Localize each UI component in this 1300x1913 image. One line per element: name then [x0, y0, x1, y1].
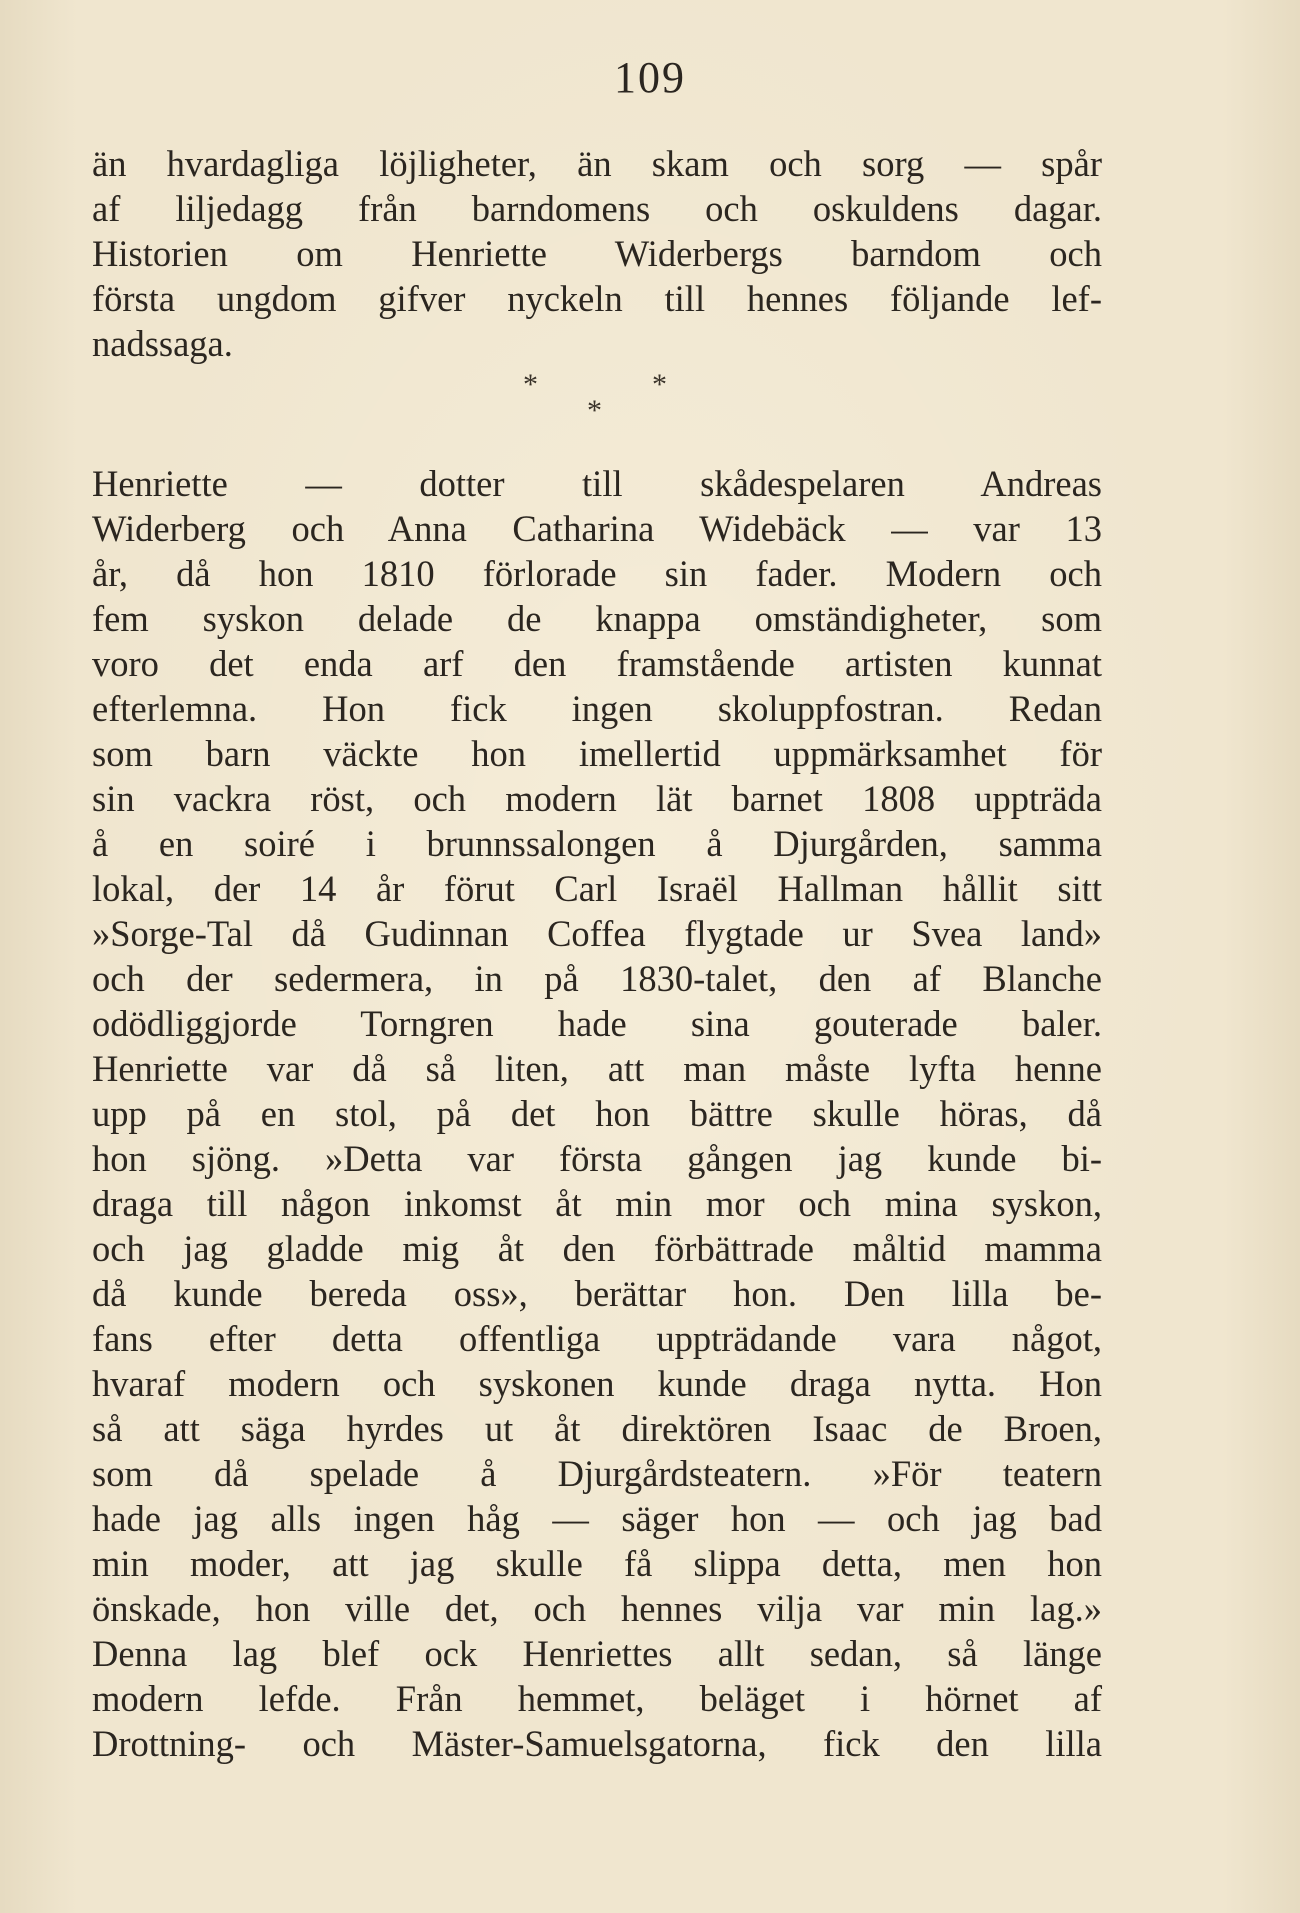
- main-paragraph: [92, 461, 1102, 1766]
- text-line: modern lefde. Från hemmet, beläget i hörnet af: [92, 1678, 1102, 1719]
- text-line: hade jag alls ingen håg — säger hon — och jag bad: [92, 1498, 1102, 1539]
- text-line: draga till någon inkomst åt min mor och mina syskon,: [92, 1183, 1102, 1224]
- text-line: och der sedermera, in på 1830-talet, den af Blanche: [92, 958, 1102, 999]
- text-line: upp på en stol, på det hon bättre skulle höras, då: [92, 1093, 1102, 1134]
- text-line: Historien om Henriette Widerbergs barndom och: [92, 233, 1102, 274]
- text-line: »Sorge-Tal då Gudinnan Coffea flygtade ur Svea land»: [92, 913, 1102, 954]
- text-line: Drottning- och Mäster-Samuelsgatorna, fick den lilla: [92, 1723, 1102, 1764]
- text-line: som barn väckte hon imellertid uppmärksamhet för: [92, 733, 1102, 774]
- text-line: Henriette var då så liten, att man måste lyfta henne: [92, 1048, 1102, 1089]
- text-line: nadssaga.: [92, 323, 233, 364]
- section-separator-asterisks: [0, 368, 1300, 428]
- text-line: min moder, att jag skulle få slippa detta, men hon: [92, 1543, 1102, 1584]
- text-line: år, då hon 1810 förlorade sin fader. Modern och: [92, 553, 1102, 594]
- text-line: som då spelade å Djurgårdsteatern. »För teatern: [92, 1453, 1102, 1494]
- text-line: sin vackra röst, och modern lät barnet 1808 uppträda: [92, 778, 1102, 819]
- text-line: hvaraf modern och syskonen kunde draga nytta. Hon: [92, 1363, 1102, 1404]
- text-line: önskade, hon ville det, och hennes vilja var min lag.»: [92, 1588, 1102, 1629]
- text-line: lokal, der 14 år förut Carl Israël Hallman hållit sitt: [92, 868, 1102, 909]
- asterisk: *: [587, 394, 602, 427]
- text-line: efterlemna. Hon fick ingen skoluppfostran. Redan: [92, 688, 1102, 729]
- asterisk: *: [652, 368, 667, 401]
- text-line: odödliggjorde Torngren hade sina gouterade baler.: [92, 1003, 1102, 1044]
- text-line: Widerberg och Anna Catharina Widebäck — var 13: [92, 508, 1102, 549]
- asterisk: *: [523, 368, 538, 401]
- text-line: hon sjöng. »Detta var första gången jag kunde bi-: [92, 1138, 1102, 1179]
- text-line: fem syskon delade de knappa omständigheter, som: [92, 598, 1102, 639]
- text-line: och jag gladde mig åt den förbättrade måltid mamma: [92, 1228, 1102, 1269]
- text-line: af liljedagg från barndomens och oskuldens dagar.: [92, 188, 1102, 229]
- text-line: första ungdom gifver nyckeln till hennes följande lef-: [92, 278, 1102, 319]
- text-line: Denna lag blef ock Henriettes allt sedan, så länge: [92, 1633, 1102, 1674]
- text-line: Henriette — dotter till skådespelaren Andreas: [92, 463, 1102, 504]
- text-line: å en soiré i brunnssalongen å Djurgården, samma: [92, 823, 1102, 864]
- page-number: 109: [614, 53, 686, 102]
- text-line: så att säga hyrdes ut åt direktören Isaac de Broen,: [92, 1408, 1102, 1449]
- text-line: voro det enda arf den framstående artisten kunnat: [92, 643, 1102, 684]
- intro-paragraph: [92, 141, 1102, 366]
- text-line: fans efter detta offentliga uppträdande vara något,: [92, 1318, 1102, 1359]
- text-line: än hvardagliga löjligheter, än skam och sorg — spår: [92, 143, 1102, 184]
- text-line: då kunde bereda oss», berättar hon. Den lilla be-: [92, 1273, 1102, 1314]
